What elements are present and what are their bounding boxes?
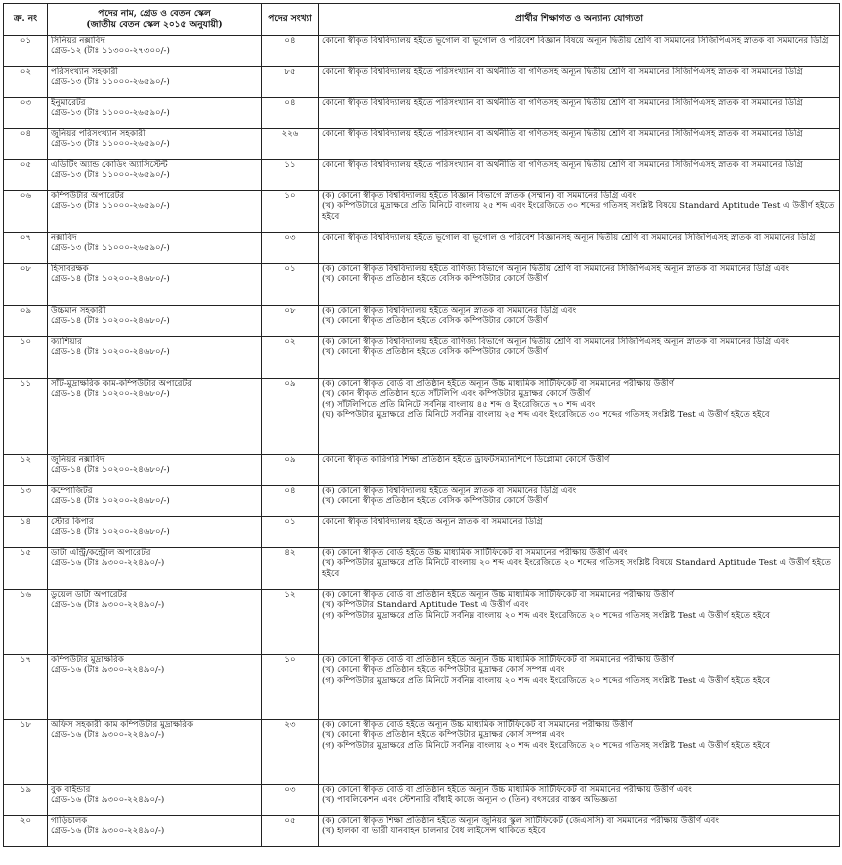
table-row xyxy=(4,160,840,191)
count-cell: ০৪ xyxy=(262,36,319,67)
post-cell xyxy=(48,67,262,98)
post-grade: গ্রেড-১৬ (টাঃ ৯৩০০-২২৪৯০/-) xyxy=(51,558,165,569)
serial-cell: ১১ xyxy=(4,379,48,455)
count-cell: ০৫ xyxy=(262,816,319,847)
post-name: নক্সাবিদ xyxy=(51,233,77,243)
count-cell: ৮৫ xyxy=(262,67,319,98)
table-row xyxy=(4,129,840,160)
qualification-line: (গ) কম্পিউটার মুদ্রাক্ষরে প্রতি মিনিটে সর্বনিম্ন বাংলায় ২০ শব্দ এবং ইংরেজিতে ২০ শব্দের গতিসহ সংশ্লিষ্ট Test এ উত্তীর্ণ হইতে হইবে xyxy=(322,610,771,621)
post-grade: গ্রেড-১৩ (টাঃ ১১০০০-২৬৫৯০/-) xyxy=(51,77,170,88)
qualification-cell xyxy=(319,785,840,816)
qualification-line: (খ) কম্পিউটারে মুদ্রাক্ষরে প্রতি মিনিটে বাংলায় ২৫ শব্দ এবং ইংরেজিতে ৩০ শব্দের গতিসহ সংশ্লিষ্ট বিষয়ে Standard Aptitude Test এ উত্তীর্ণ হইতে হইবে xyxy=(322,201,835,222)
post-cell xyxy=(48,548,262,590)
post-cell xyxy=(48,264,262,306)
post-name: স্টোর কিপার xyxy=(51,517,94,527)
count-cell: ০৩ xyxy=(262,233,319,264)
qualification-line: (খ) পাবলিকেশন এবং স্টেশনারি বাঁধাই কাজে অন্যূন ৩ (তিন) বৎসরের বাস্তব অভিজ্ঞতা xyxy=(322,795,618,806)
table-row xyxy=(4,337,840,379)
qualification-cell xyxy=(319,337,840,379)
count-cell: ০৯ xyxy=(262,379,319,455)
post-name: জুনিয়র পরিসংখ্যান সহকারী xyxy=(51,129,146,139)
qualification-cell xyxy=(319,486,840,517)
qualification-line: (ক) কোনো স্বীকৃত শিক্ষা প্রতিষ্ঠান হইতে অন্যূন জুনিয়র স্কুল সার্টিফিকেট (জেএসসি) বা সমমানের পরীক্ষায় উত্তীর্ণ এবং xyxy=(322,816,719,826)
table-row xyxy=(4,264,840,306)
post-cell xyxy=(48,233,262,264)
qualification-line: কোনো স্বীকৃত বিশ্ববিদ্যালয় হইতে ভূগোল বা ভূগোল ও পরিবেশ বিজ্ঞান বিষয়ে অন্যূন দ্বিতীয় শ্রেণি বা সমমানের সিজিপিএসহ স্নাতক বা সমমানের ডিগ্রি xyxy=(322,36,829,46)
table-row xyxy=(4,36,840,67)
serial-cell: ১৩ xyxy=(4,486,48,517)
qualification-cell xyxy=(319,379,840,455)
post-grade: গ্রেড-১৬ (টাঃ ৯৩০০-২২৪৯০/-) xyxy=(51,730,165,741)
qualification-cell xyxy=(319,98,840,129)
qualification-line: কোনো স্বীকৃত বিশ্ববিদ্যালয় হইতে ভূগোল বা ভূগোল ও পরিবেশ বিজ্ঞানসহ অন্যূন দ্বিতীয় শ্রেণি বা সমমানের সিজিপিএসহ স্নাতক বা সমমানের ডিগ্রি xyxy=(322,233,816,243)
qualification-line: (খ) হালকা বা ভারী যানবাহন চালনার বৈধ লাইসেন্স থাকিতে হইবে xyxy=(322,826,546,837)
post-name: ইনুমারেটর xyxy=(51,98,86,108)
serial-cell: ১৯ xyxy=(4,785,48,816)
serial-cell: ১৫ xyxy=(4,548,48,590)
table-header-row xyxy=(4,4,840,36)
post-grade: গ্রেড-১৪ (টাঃ ১০২০০-২৪৬৮০/-) xyxy=(51,316,170,327)
qualification-line: কোনো স্বীকৃত বিশ্ববিদ্যালয় হইতে পরিসংখ্যান বা অর্থনীতি বা গণিতসহ অন্যূন দ্বিতীয় শ্রেণি বা সমমানের সিজিপিএসহ স্নাতক বা সমমানের ডিগ্রি xyxy=(322,67,803,77)
qualification-line: (খ) কোনো স্বীকৃত প্রতিষ্ঠান হইতে বেসিক কম্পিউটার কোর্সে উত্তীর্ণ xyxy=(322,316,548,327)
qualification-cell xyxy=(319,720,840,785)
header-post-line1: পদের নাম, গ্রেড ও বেতন স্কেল xyxy=(98,8,211,19)
count-cell: ০২ xyxy=(262,337,319,379)
qualification-line: কোনো স্বীকৃত বিশ্ববিদ্যালয় হইতে পরিসংখ্যান বা অর্থনীতি বা গণিতসহ অন্যূন দ্বিতীয় শ্রেণি বা সমমানের সিজিপিএসহ স্নাতক বা সমমানের ডিগ্রি xyxy=(322,160,803,170)
table-row xyxy=(4,590,840,655)
qualification-cell xyxy=(319,233,840,264)
qualification-cell xyxy=(319,517,840,548)
qualification-line: (খ) কোনো স্বীকৃত প্রতিষ্ঠান হইতে কম্পিউটার মুদ্রাক্ষর কোর্স সম্পন্ন এবং xyxy=(322,730,565,741)
post-grade: গ্রেড-১৬ (টাঃ ৯৩০০-২২৪৯০/-) xyxy=(51,795,165,806)
qualification-line: (খ) কোনো স্বীকৃত প্রতিষ্ঠান হইতে বেসিক কম্পিউটার কোর্সে উত্তীর্ণ xyxy=(322,347,548,358)
qualification-cell xyxy=(319,548,840,590)
qualification-line: (গ) কম্পিউটার মুদ্রাক্ষরে প্রতি মিনিটে সর্বনিম্ন বাংলায় ২০ শব্দ এবং ইংরেজিতে ২০ শব্দের গতিসহ সংশ্লিষ্ট Test এ উত্তীর্ণ হইতে হইবে xyxy=(322,675,771,686)
count-cell: ০১ xyxy=(262,264,319,306)
table-row xyxy=(4,191,840,233)
qualification-line: (খ) কম্পিউটার মুদ্রাক্ষরে প্রতি মিনিটে বাংলায় ২০ শব্দ এবং ইংরেজিতে ২০ শব্দের গতিসহ সংশ্লিষ্ট বিষয়ে Standard Aptitude Test এ উত্তীর্ণ হইতে হইবে xyxy=(322,558,831,579)
header-count: পদের সংখ্যা xyxy=(262,4,319,36)
post-cell xyxy=(48,129,262,160)
post-cell xyxy=(48,191,262,233)
post-name: পরিসংখ্যান সহকারী xyxy=(51,67,118,77)
qualification-line: (খ) কোনো স্বীকৃত প্রতিষ্ঠান হইতে কম্পিউটার মুদ্রাক্ষর কোর্স সম্পন্ন এবং xyxy=(322,665,565,676)
qualification-line: (ক) কোনো স্বীকৃত বোর্ড বা প্রতিষ্ঠান হইতে অন্যূন উচ্চ মাধ্যমিক সার্টিফিকেট বা সমমানের পরীক্ষায় উত্তীর্ণ এবং xyxy=(322,785,692,795)
qualification-cell xyxy=(319,306,840,337)
serial-cell: ০৬ xyxy=(4,191,48,233)
post-grade: গ্রেড-১৪ (টাঃ ১০২০০-২৪৬৮০/-) xyxy=(51,347,170,358)
table-row xyxy=(4,548,840,590)
serial-cell: ০১ xyxy=(4,36,48,67)
post-name: কম্পিউটার অপারেটর xyxy=(51,191,125,201)
post-grade: গ্রেড-১৩ (টাঃ ১১০০০-২৬৫৯০/-) xyxy=(51,201,170,212)
qualification-line: (ক) কোনো স্বীকৃত বিশ্ববিদ্যালয় হইতে অন্যূন স্নাতক বা সমমানের ডিগ্রি এবং xyxy=(322,306,577,316)
count-cell: ১২ xyxy=(262,590,319,655)
qualification-cell xyxy=(319,160,840,191)
qualification-line: (ক) কোনো স্বীকৃত বিশ্ববিদ্যালয় হইতে অন্যূন স্নাতক বা সমমানের ডিগ্রি এবং xyxy=(322,486,577,496)
post-grade: গ্রেড-১৩ (টাঃ ১১০০০-২৬৫৯০/-) xyxy=(51,243,170,254)
post-cell xyxy=(48,720,262,785)
header-serial: ক্র. নং xyxy=(4,4,48,36)
count-cell: ১০ xyxy=(262,655,319,720)
post-cell xyxy=(48,655,262,720)
post-grade: গ্রেড-১৪ (টাঃ ১০২০০-২৪৬৮০/-) xyxy=(51,389,170,400)
table-row xyxy=(4,306,840,337)
count-cell: ৪২ xyxy=(262,548,319,590)
table-row xyxy=(4,517,840,548)
post-cell xyxy=(48,337,262,379)
post-name: বুক বাইন্ডার xyxy=(51,785,91,795)
post-cell xyxy=(48,98,262,129)
header-post-line2: (জাতীয় বেতন স্কেল ২০১৫ অনুযায়ী) xyxy=(86,19,223,30)
post-cell xyxy=(48,306,262,337)
qualification-cell xyxy=(319,191,840,233)
post-grade: গ্রেড-১৬ (টাঃ ৯৩০০-২২৪৯০/-) xyxy=(51,826,165,837)
post-cell xyxy=(48,486,262,517)
count-cell: ১১ xyxy=(262,160,319,191)
table-row xyxy=(4,379,840,455)
post-cell xyxy=(48,816,262,847)
table-row xyxy=(4,816,840,847)
qualification-line: (ক) কোনো স্বীকৃত বিশ্ববিদ্যালয় হইতে বাণিজ্য বিভাগে অন্যূন দ্বিতীয় শ্রেণি বা সমমানের সিজিপিএসহ অন্যূন স্নাতক বা সমমানের ডিগ্রি এবং xyxy=(322,337,789,347)
count-cell: ০৪ xyxy=(262,98,319,129)
qualification-line: কোনো স্বীকৃত বিশ্ববিদ্যালয় হইতে অন্যূন স্নাতক বা সমমানের ডিগ্রি xyxy=(322,517,543,527)
post-grade: গ্রেড-১৬ (টাঃ ৯৩০০-২২৪৯০/-) xyxy=(51,600,165,611)
qualification-line: কোনো স্বীকৃত বিশ্ববিদ্যালয় হইতে পরিসংখ্যান বা অর্থনীতি বা গণিতসহ অন্যূন দ্বিতীয় শ্রেণি বা সমমানের সিজিপিএসহ স্নাতক বা সমমানের ডিগ্রি xyxy=(322,98,803,108)
table-row xyxy=(4,655,840,720)
qualification-cell xyxy=(319,816,840,847)
serial-cell: ০৩ xyxy=(4,98,48,129)
post-cell xyxy=(48,379,262,455)
qualification-line: (গ) সাঁটলিপিতে প্রতি মিনিটে সর্বনিম্ন বাংলায় ৪৫ শব্দ ও ইংরেজিতে ৭০ শব্দ এবং xyxy=(322,399,596,410)
post-name: হিসাবরক্ষক xyxy=(51,264,89,274)
post-name: কম্পোজিটর xyxy=(51,486,93,496)
serial-cell: ১০ xyxy=(4,337,48,379)
post-grade: গ্রেড-১৩ (টাঃ ১১০০০-২৬৫৯০/-) xyxy=(51,108,170,119)
table-row xyxy=(4,233,840,264)
post-grade: গ্রেড-১৪ (টাঃ ১০২০০-২৪৬৮০/-) xyxy=(51,496,170,507)
post-cell xyxy=(48,785,262,816)
qualification-line: (খ) কম্পিউটার Standard Aptitude Test এ উত্তীর্ণ এবং xyxy=(322,600,529,611)
post-name: জুনিয়র নক্সাবিদ xyxy=(51,455,105,465)
serial-cell: ১৪ xyxy=(4,517,48,548)
post-cell xyxy=(48,517,262,548)
count-cell: ০৪ xyxy=(262,486,319,517)
table-row xyxy=(4,455,840,486)
table-body xyxy=(4,36,840,847)
qualification-line: (খ) কোন স্বীকৃত প্রতিষ্ঠান হতে সাঁটলিপি এবং কম্পিউটার মুদ্রাক্ষর কোর্সে উত্তীর্ণ xyxy=(322,389,591,400)
serial-cell: ২০ xyxy=(4,816,48,847)
post-name: ডাটা এন্ট্রি/কন্ট্রোল অপারেটর xyxy=(51,548,151,558)
count-cell: ০৯ xyxy=(262,455,319,486)
post-grade: গ্রেড-১৪ (টাঃ ১০২০০-২৪৬৮০/-) xyxy=(51,274,170,285)
qualification-line: কোনো স্বীকৃত কারিগরি শিক্ষা প্রতিষ্ঠান হইতে ড্রাফটসম্যানশিপে ডিপ্লোমা কোর্সে উত্তীর্ণ xyxy=(322,455,610,465)
post-name: ডুয়েল ডাটা অপারেটর xyxy=(51,590,128,600)
qualification-line: (খ) কোনো স্বীকৃত প্রতিষ্ঠান হইতে বেসিক কম্পিউটার কোর্সে উত্তীর্ণ xyxy=(322,496,548,507)
table-row xyxy=(4,67,840,98)
post-cell xyxy=(48,36,262,67)
post-grade: গ্রেড-১৪ (টাঃ ১০২০০-২৪৬৮০/-) xyxy=(51,527,170,538)
count-cell: ০১ xyxy=(262,517,319,548)
qualification-line: (ক) কোনো স্বীকৃত বোর্ড বা প্রতিষ্ঠান হইতে অন্যূন উচ্চ মাধ্যমিক সার্টিফিকেট বা সমমানের পরীক্ষায় উত্তীর্ণ xyxy=(322,590,675,600)
qualification-line: (ঘ) কম্পিউটার মুদ্রাক্ষরে প্রতি মিনিটে সর্বনিম্ন বাংলায় ২৫ শব্দ এবং ইংরেজিতে ৩০ শব্দের গতিসহ সংশ্লিষ্ট Test এ উত্তীর্ণ হইতে হইবে xyxy=(322,410,770,421)
post-cell xyxy=(48,160,262,191)
serial-cell: ০২ xyxy=(4,67,48,98)
post-name: এডিটিং অ্যান্ড কোডিং অ্যাসিস্টেন্ট xyxy=(51,160,168,170)
post-cell xyxy=(48,455,262,486)
serial-cell: ০৮ xyxy=(4,264,48,306)
count-cell: ২৩ xyxy=(262,720,319,785)
qualification-line: (গ) কম্পিউটার মুদ্রাক্ষরে প্রতি মিনিটে সর্বনিম্ন বাংলায় ২০ শব্দ এবং ইংরেজিতে ২০ শব্দের গতিসহ সংশ্লিষ্ট Test এ উত্তীর্ণ হইতে হইবে xyxy=(322,740,771,751)
count-cell: ১০ xyxy=(262,191,319,233)
post-cell xyxy=(48,590,262,655)
post-name: গাড়িচালক xyxy=(51,816,88,826)
serial-cell: ১৮ xyxy=(4,720,48,785)
serial-cell: ০৭ xyxy=(4,233,48,264)
post-grade: গ্রেড-১৪ (টাঃ ১০২০০-২৪৬৮০/-) xyxy=(51,465,170,476)
qualification-line: (ক) কোনো স্বীকৃত বোর্ড হইতে অন্যূন উচ্চ মাধ্যমিক সার্টিফিকেট বা সমমানের পরীক্ষায় উত্তীর্ণ xyxy=(322,720,633,730)
count-cell: ২২৬ xyxy=(262,129,319,160)
post-name: সাঁট-মুদ্রাক্ষরিক কাম-কম্পিউটার অপারেটর xyxy=(51,379,192,389)
header-qualification: প্রার্থীর শিক্ষাগত ও অন্যান্য যোগ্যতা xyxy=(319,4,840,36)
qualification-cell xyxy=(319,129,840,160)
qualification-cell xyxy=(319,590,840,655)
count-cell: ০৮ xyxy=(262,306,319,337)
post-name: অফিস সহকারী কাম কম্পিউটার মুদ্রাক্ষরিক xyxy=(51,720,194,730)
qualification-cell xyxy=(319,67,840,98)
qualification-cell xyxy=(319,36,840,67)
qualification-cell xyxy=(319,264,840,306)
table-row xyxy=(4,785,840,816)
post-grade: গ্রেড-১৩ (টাঃ ১১০০০-২৬৫৯০/-) xyxy=(51,139,170,150)
recruitment-table xyxy=(3,3,840,847)
serial-cell: ০৫ xyxy=(4,160,48,191)
qualification-cell xyxy=(319,655,840,720)
serial-cell: ১৭ xyxy=(4,655,48,720)
post-name: উচ্চমান সহকারী xyxy=(51,306,106,316)
qualification-line: (ক) কোনো স্বীকৃত বোর্ড বা প্রতিষ্ঠান হইতে অন্যূন উচ্চ মাধ্যমিক সার্টিফিকেট বা সমমানের পরীক্ষায় উত্তীর্ণ xyxy=(322,379,675,389)
serial-cell: ১৬ xyxy=(4,590,48,655)
serial-cell: ১২ xyxy=(4,455,48,486)
qualification-line: (ক) কোনো স্বীকৃত বোর্ড হইতে উচ্চ মাধ্যমিক সার্টিফিকেট বা সমমানের পরীক্ষায় উত্তীর্ণ এবং xyxy=(322,548,628,558)
serial-cell: ০৪ xyxy=(4,129,48,160)
qualification-line: (খ) কোনো স্বীকৃত প্রতিষ্ঠান হইতে বেসিক কম্পিউটার কোর্সে উত্তীর্ণ xyxy=(322,274,548,285)
table-row xyxy=(4,720,840,785)
qualification-line: (ক) কোনো স্বীকৃত বিশ্ববিদ্যালয় হইতে বাণিজ্য বিভাগে অন্যূন দ্বিতীয় শ্রেণি বা সমমানের সিজিপিএসহ অন্যূন স্নাতক বা সমমানের ডিগ্রি এবং xyxy=(322,264,789,274)
count-cell: ০৩ xyxy=(262,785,319,816)
qualification-cell xyxy=(319,455,840,486)
serial-cell: ০৯ xyxy=(4,306,48,337)
post-name: ক্যাশিয়ার xyxy=(51,337,82,347)
qualification-line: (ক) কোনো স্বীকৃত বোর্ড বা প্রতিষ্ঠান হইতে অন্যূন উচ্চ মাধ্যমিক সার্টিফিকেট বা সমমানের পরীক্ষায় উত্তীর্ণ xyxy=(322,655,675,665)
table-row xyxy=(4,98,840,129)
post-grade: গ্রেড-১৬ (টাঃ ৯৩০০-২২৪৯০/-) xyxy=(51,665,165,676)
qualification-line: কোনো স্বীকৃত বিশ্ববিদ্যালয় হইতে পরিসংখ্যান বা অর্থনীতি বা গণিতসহ অন্যূন দ্বিতীয় শ্রেণি বা সমমানের সিজিপিএসহ স্নাতক বা সমমানের ডিগ্রি xyxy=(322,129,803,139)
post-name: কম্পিউটার মুদ্রাক্ষরিক xyxy=(51,655,124,665)
table-row xyxy=(4,486,840,517)
post-name: সিনিয়র নক্সাবিদ xyxy=(51,36,105,46)
post-grade: গ্রেড-১২ (টাঃ ১১৩০০-২৭৩০০/-) xyxy=(51,46,170,57)
post-grade: গ্রেড-১৩ (টাঃ ১১০০০-২৬৫৯০/-) xyxy=(51,170,170,181)
header-post xyxy=(48,4,262,36)
qualification-line: (ক) কোনো স্বীকৃত বিশ্ববিদ্যালয় হইতে বিজ্ঞান বিভাগে স্নাতক (সম্মান) বা সমমানের ডিগ্রি এবং xyxy=(322,191,637,201)
